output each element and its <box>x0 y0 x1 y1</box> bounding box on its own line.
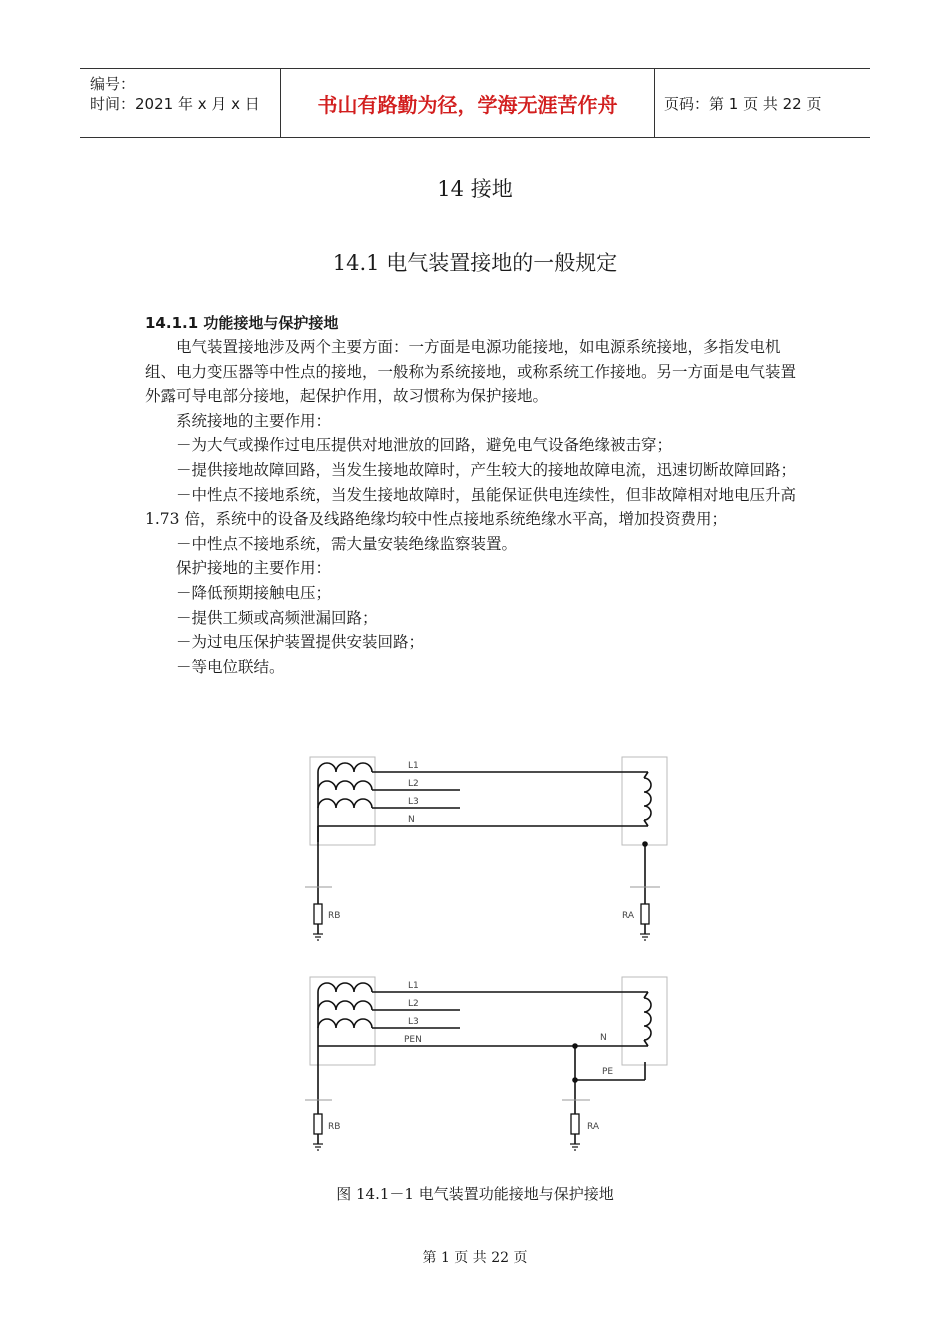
paragraph: －提供接地故障回路，当发生接地故障时，产生较大的接地故障电流，迅速切断故障回路； <box>176 460 797 479</box>
bottom-load-box <box>622 977 667 1065</box>
paragraph: －为过电压保护装置提供安装回路； <box>176 633 425 652</box>
paragraph: －中性点不接地系统，当发生接地故障时，虽能保证供电连续性，但非故障相对地电压升高 1.73 倍，系统中的设备及线路绝缘均较中性点接地系统绝缘水平高，增加投资费用； <box>145 485 797 529</box>
header-table <box>80 68 870 138</box>
header-time: 时间：2021 年 x 月 x 日 <box>90 95 260 113</box>
bottom-label-l3: L3 <box>408 1017 419 1027</box>
top-coil-l3 <box>318 799 372 808</box>
top-label-ra: RA <box>622 911 635 921</box>
top-source-box <box>310 757 375 845</box>
paragraph: －等电位联结。 <box>176 657 285 676</box>
top-label-l1: L1 <box>408 761 419 771</box>
paragraph: 电气装置接地涉及两个主要方面：一方面是电源功能接地，如电源系统接地，多指发电机组、电力变压器等中性点的接地，一般称为系统接地，或称系统工作接地。另一方面是电气装置外露可导电部分接地，起保护作用，故习惯称为保护接地。 <box>145 338 797 406</box>
bottom-coil-l2 <box>318 1001 372 1010</box>
top-coil-l1 <box>318 763 372 772</box>
bottom-label-pe: PE <box>602 1067 614 1077</box>
bottom-ra-resistor <box>571 1114 579 1134</box>
bottom-label-rb: RB <box>328 1122 341 1132</box>
header-page-code: 页码：第 1 页 共 22 页 <box>664 94 822 113</box>
page-footer: 第 1 页 共 22 页 <box>422 1250 528 1266</box>
figure-caption: 图 14.1－1 电气装置功能接地与保护接地 <box>336 1185 614 1203</box>
top-load-box <box>622 757 667 845</box>
top-load-coil <box>644 778 651 820</box>
bottom-coil-l3 <box>318 1019 372 1028</box>
bottom-label-n: N <box>600 1033 607 1043</box>
bottom-label-l2: L2 <box>408 999 419 1009</box>
paragraph: －为大气或操作过电压提供对地泄放的回路，避免电气设备绝缘被击穿； <box>176 436 673 455</box>
top-coil-l2 <box>318 781 372 790</box>
subsection-title: 14.1.1 功能接地与保护接地 <box>145 314 339 332</box>
header-number: 编号： <box>90 75 136 93</box>
top-rb-resistor <box>314 904 322 924</box>
bottom-label-pen: PEN <box>404 1035 422 1045</box>
paragraph: －提供工频或高频泄漏回路； <box>176 608 378 627</box>
bottom-coil-l1 <box>318 983 372 992</box>
paragraph: －中性点不接地系统，需大量安装绝缘监察装置。 <box>176 534 518 553</box>
header-motto: 书山有路勤为径，学海无涯苦作舟 <box>281 69 655 137</box>
top-label-n: N <box>408 815 415 825</box>
section-title: 14.1 电气装置接地的一般规定 <box>332 251 618 275</box>
bottom-label-ra: RA <box>587 1122 600 1132</box>
top-label-l3: L3 <box>408 797 419 807</box>
bottom-load-coil <box>644 998 651 1040</box>
top-ra-resistor <box>641 904 649 924</box>
bottom-source-box <box>310 977 375 1065</box>
body-text <box>145 335 805 679</box>
chapter-title: 14 接地 <box>437 177 513 201</box>
top-label-rb: RB <box>328 911 341 921</box>
paragraph: 系统接地的主要作用： <box>176 411 332 430</box>
bottom-label-l1: L1 <box>408 981 419 991</box>
bottom-rb-resistor <box>314 1114 322 1134</box>
header-info-cell <box>80 69 281 137</box>
grounding-diagram <box>300 752 670 1172</box>
top-label-l2: L2 <box>408 779 419 789</box>
paragraph: 保护接地的主要作用： <box>176 559 332 578</box>
paragraph: －降低预期接触电压； <box>176 583 332 602</box>
